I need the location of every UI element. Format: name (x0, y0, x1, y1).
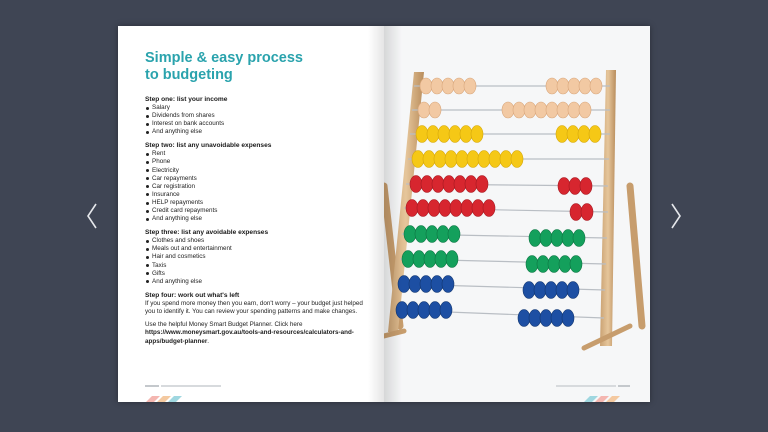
list-item: Clothes and shoes (145, 237, 370, 245)
left-page-footer (145, 384, 221, 388)
right-page-footer (556, 384, 630, 388)
list-item: Interest on bank accounts (145, 120, 370, 128)
list-item: HELP repayments (145, 199, 370, 207)
step-three-list (145, 237, 370, 286)
list-item: And anything else (145, 278, 370, 286)
step-two (145, 142, 370, 223)
list-item: Meals out and entertainment (145, 245, 370, 253)
step-one-heading: Step one: list your income (145, 96, 228, 103)
list-item: Insurance (145, 191, 370, 199)
step-four-text: If you spend more money then you earn, don't worry – your budget just helped you to identify it. You can review your spending patterns and make changes. (145, 299, 363, 315)
footer-decoration (146, 396, 190, 402)
step-three-heading: Step three: list any avoidable expenses (145, 229, 269, 237)
list-item: Car registration (145, 183, 370, 191)
chevron-right-icon (670, 203, 682, 229)
step-two-list (145, 150, 370, 223)
planner-text: Use the helpful Money Smart Budget Planner. Click here (145, 321, 303, 329)
list-item: Taxis (145, 262, 370, 270)
list-item: Car repayments (145, 175, 370, 183)
title-line-2: to budgeting (145, 67, 233, 83)
step-one-list (145, 104, 370, 136)
page-spread (118, 26, 650, 402)
previous-page-button[interactable] (80, 198, 104, 234)
list-item: Phone (145, 158, 370, 166)
list-item: Rent (145, 150, 370, 158)
list-item: And anything else (145, 128, 370, 136)
list-item: Hair and cosmetics (145, 253, 370, 261)
step-one (145, 96, 370, 136)
list-item: Dividends from shares (145, 112, 370, 120)
page-title (145, 50, 370, 84)
right-page (384, 26, 650, 402)
step-three (145, 229, 370, 286)
list-item: Credit card repayments (145, 207, 370, 215)
step-two-heading: Step two: list any unavoidable expenses (145, 142, 272, 150)
chevron-left-icon (86, 203, 98, 229)
list-item: And anything else (145, 215, 370, 223)
step-four (145, 292, 370, 346)
footer-decoration (584, 396, 628, 402)
abacus-icon (384, 26, 650, 402)
planner-end: . (207, 337, 210, 345)
list-item: Electricity (145, 167, 370, 175)
list-item: Gifts (145, 270, 370, 278)
step-four-heading: Step four: work out what's left (145, 291, 240, 299)
left-page-content (145, 50, 370, 352)
next-page-button[interactable] (664, 198, 688, 234)
planner-paragraph (145, 321, 370, 346)
budget-planner-link[interactable]: https://www.moneysmart.gov.au/tools-and-resources/calculators-and-apps/budget-planner (145, 329, 354, 345)
list-item: Salary (145, 104, 370, 112)
title-line-1: Simple & easy process (145, 50, 303, 66)
left-page (118, 26, 384, 402)
